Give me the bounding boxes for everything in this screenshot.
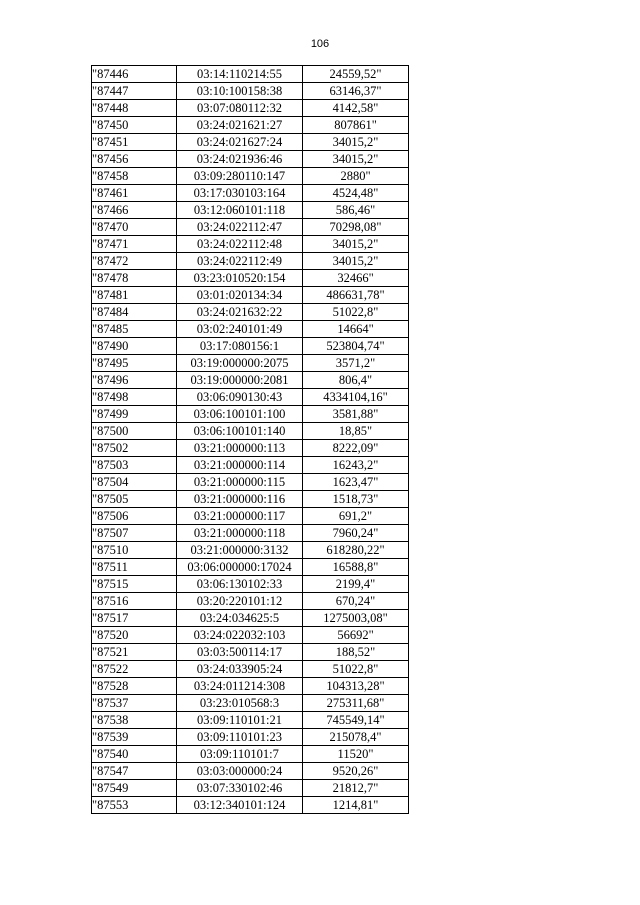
cadastral-number-cell: 03:06:100101:140	[177, 423, 303, 440]
table-row	[92, 423, 409, 440]
cadastral-number-cell: 03:21:000000:116	[177, 491, 303, 508]
table-row	[92, 219, 409, 236]
amount-cell: 618280,22"	[303, 542, 409, 559]
record-id-cell: "87471	[92, 236, 177, 253]
cadastral-number-cell: 03:17:030103:164	[177, 185, 303, 202]
amount-cell: 1275003,08"	[303, 610, 409, 627]
amount-cell: 3581,88"	[303, 406, 409, 423]
record-id-cell: "87458	[92, 168, 177, 185]
record-id-cell: "87549	[92, 780, 177, 797]
record-id-cell: "87498	[92, 389, 177, 406]
table-row	[92, 372, 409, 389]
table-row	[92, 168, 409, 185]
cadastral-number-cell: 03:09:110101:21	[177, 712, 303, 729]
table-row	[92, 491, 409, 508]
data-table	[91, 65, 409, 814]
amount-cell: 691,2"	[303, 508, 409, 525]
record-id-cell: "87484	[92, 304, 177, 321]
record-id-cell: "87511	[92, 559, 177, 576]
cadastral-number-cell: 03:24:034625:5	[177, 610, 303, 627]
amount-cell: 104313,28"	[303, 678, 409, 695]
table-row	[92, 406, 409, 423]
table-row	[92, 66, 409, 83]
record-id-cell: "87522	[92, 661, 177, 678]
table-row	[92, 797, 409, 814]
record-id-cell: "87478	[92, 270, 177, 287]
cadastral-number-cell: 03:03:000000:24	[177, 763, 303, 780]
amount-cell: 51022,8"	[303, 304, 409, 321]
table-row	[92, 117, 409, 134]
record-id-cell: "87502	[92, 440, 177, 457]
record-id-cell: "87456	[92, 151, 177, 168]
table-row	[92, 321, 409, 338]
cadastral-number-cell: 03:23:010568:3	[177, 695, 303, 712]
table-row	[92, 287, 409, 304]
table-row	[92, 355, 409, 372]
cadastral-number-cell: 03:19:000000:2081	[177, 372, 303, 389]
cadastral-number-cell: 03:12:060101:118	[177, 202, 303, 219]
record-id-cell: "87510	[92, 542, 177, 559]
cadastral-number-cell: 03:24:022032:103	[177, 627, 303, 644]
page-number: 106	[310, 38, 330, 50]
table-row	[92, 457, 409, 474]
table-row	[92, 644, 409, 661]
table-row	[92, 695, 409, 712]
cadastral-number-cell: 03:02:240101:49	[177, 321, 303, 338]
amount-cell: 486631,78"	[303, 287, 409, 304]
record-id-cell: "87520	[92, 627, 177, 644]
record-id-cell: "87446	[92, 66, 177, 83]
cadastral-number-cell: 03:24:022112:49	[177, 253, 303, 270]
record-id-cell: "87461	[92, 185, 177, 202]
amount-cell: 56692"	[303, 627, 409, 644]
amount-cell: 16588,8"	[303, 559, 409, 576]
cadastral-number-cell: 03:21:000000:118	[177, 525, 303, 542]
table-row	[92, 100, 409, 117]
record-id-cell: "87504	[92, 474, 177, 491]
record-id-cell: "87516	[92, 593, 177, 610]
cadastral-number-cell: 03:24:021936:46	[177, 151, 303, 168]
record-id-cell: "87496	[92, 372, 177, 389]
amount-cell: 14664"	[303, 321, 409, 338]
cadastral-number-cell: 03:06:100101:100	[177, 406, 303, 423]
table-row	[92, 576, 409, 593]
cadastral-number-cell: 03:06:000000:17024	[177, 559, 303, 576]
cadastral-number-cell: 03:24:021627:24	[177, 134, 303, 151]
cadastral-number-cell: 03:10:100158:38	[177, 83, 303, 100]
cadastral-number-cell: 03:21:000000:3132	[177, 542, 303, 559]
table-row	[92, 304, 409, 321]
record-id-cell: "87517	[92, 610, 177, 627]
cadastral-number-cell: 03:24:011214:308	[177, 678, 303, 695]
amount-cell: 4334104,16"	[303, 389, 409, 406]
amount-cell: 745549,14"	[303, 712, 409, 729]
table-row	[92, 712, 409, 729]
amount-cell: 34015,2"	[303, 134, 409, 151]
table-row	[92, 83, 409, 100]
amount-cell: 1623,47"	[303, 474, 409, 491]
record-id-cell: "87507	[92, 525, 177, 542]
amount-cell: 32466"	[303, 270, 409, 287]
record-id-cell: "87500	[92, 423, 177, 440]
cadastral-number-cell: 03:24:021632:22	[177, 304, 303, 321]
cadastral-number-cell: 03:17:080156:1	[177, 338, 303, 355]
record-id-cell: "87537	[92, 695, 177, 712]
record-id-cell: "87540	[92, 746, 177, 763]
amount-cell: 7960,24"	[303, 525, 409, 542]
record-id-cell: "87521	[92, 644, 177, 661]
cadastral-number-cell: 03:07:080112:32	[177, 100, 303, 117]
amount-cell: 9520,26"	[303, 763, 409, 780]
table-row	[92, 389, 409, 406]
amount-cell: 21812,7"	[303, 780, 409, 797]
table-row	[92, 236, 409, 253]
record-id-cell: "87539	[92, 729, 177, 746]
table-row	[92, 270, 409, 287]
table-row	[92, 542, 409, 559]
table-row	[92, 610, 409, 627]
record-id-cell: "87450	[92, 117, 177, 134]
amount-cell: 3571,2"	[303, 355, 409, 372]
cadastral-number-cell: 03:01:020134:34	[177, 287, 303, 304]
amount-cell: 24559,52"	[303, 66, 409, 83]
table-row	[92, 746, 409, 763]
amount-cell: 215078,4"	[303, 729, 409, 746]
record-id-cell: "87503	[92, 457, 177, 474]
record-id-cell: "87448	[92, 100, 177, 117]
cadastral-number-cell: 03:24:022112:47	[177, 219, 303, 236]
amount-cell: 16243,2"	[303, 457, 409, 474]
cadastral-number-cell: 03:24:033905:24	[177, 661, 303, 678]
cadastral-number-cell: 03:03:500114:17	[177, 644, 303, 661]
table-row	[92, 338, 409, 355]
record-id-cell: "87505	[92, 491, 177, 508]
table-row	[92, 763, 409, 780]
record-id-cell: "87447	[92, 83, 177, 100]
amount-cell: 586,46"	[303, 202, 409, 219]
table-row	[92, 202, 409, 219]
table-row	[92, 627, 409, 644]
cadastral-number-cell: 03:12:340101:124	[177, 797, 303, 814]
table-row	[92, 508, 409, 525]
table-row	[92, 780, 409, 797]
amount-cell: 70298,08"	[303, 219, 409, 236]
table-row	[92, 253, 409, 270]
amount-cell: 2880"	[303, 168, 409, 185]
table-row	[92, 525, 409, 542]
amount-cell: 188,52"	[303, 644, 409, 661]
cadastral-number-cell: 03:06:090130:43	[177, 389, 303, 406]
record-id-cell: "87499	[92, 406, 177, 423]
cadastral-number-cell: 03:14:110214:55	[177, 66, 303, 83]
table-row	[92, 440, 409, 457]
cadastral-number-cell: 03:09:110101:7	[177, 746, 303, 763]
cadastral-number-cell: 03:06:130102:33	[177, 576, 303, 593]
amount-cell: 18,85"	[303, 423, 409, 440]
record-id-cell: "87495	[92, 355, 177, 372]
record-id-cell: "87553	[92, 797, 177, 814]
cadastral-number-cell: 03:23:010520:154	[177, 270, 303, 287]
record-id-cell: "87515	[92, 576, 177, 593]
amount-cell: 11520"	[303, 746, 409, 763]
cadastral-number-cell: 03:21:000000:117	[177, 508, 303, 525]
record-id-cell: "87547	[92, 763, 177, 780]
record-id-cell: "87506	[92, 508, 177, 525]
cadastral-number-cell: 03:09:110101:23	[177, 729, 303, 746]
cadastral-number-cell: 03:21:000000:113	[177, 440, 303, 457]
amount-cell: 806,4"	[303, 372, 409, 389]
table-row	[92, 134, 409, 151]
cadastral-number-cell: 03:24:021621:27	[177, 117, 303, 134]
cadastral-number-cell: 03:09:280110:147	[177, 168, 303, 185]
table-body	[92, 66, 409, 814]
amount-cell: 8222,09"	[303, 440, 409, 457]
table-row	[92, 661, 409, 678]
record-id-cell: "87472	[92, 253, 177, 270]
amount-cell: 4142,58"	[303, 100, 409, 117]
amount-cell: 807861"	[303, 117, 409, 134]
amount-cell: 523804,74"	[303, 338, 409, 355]
record-id-cell: "87466	[92, 202, 177, 219]
amount-cell: 34015,2"	[303, 151, 409, 168]
amount-cell: 63146,37"	[303, 83, 409, 100]
cadastral-number-cell: 03:21:000000:115	[177, 474, 303, 491]
amount-cell: 1214,81"	[303, 797, 409, 814]
table-row	[92, 151, 409, 168]
record-id-cell: "87538	[92, 712, 177, 729]
amount-cell: 670,24"	[303, 593, 409, 610]
record-id-cell: "87485	[92, 321, 177, 338]
table-row	[92, 185, 409, 202]
amount-cell: 34015,2"	[303, 253, 409, 270]
amount-cell: 275311,68"	[303, 695, 409, 712]
cadastral-number-cell: 03:21:000000:114	[177, 457, 303, 474]
cadastral-number-cell: 03:24:022112:48	[177, 236, 303, 253]
amount-cell: 51022,8"	[303, 661, 409, 678]
record-id-cell: "87470	[92, 219, 177, 236]
table-row	[92, 729, 409, 746]
table-row	[92, 474, 409, 491]
cadastral-number-cell: 03:19:000000:2075	[177, 355, 303, 372]
cadastral-number-cell: 03:20:220101:12	[177, 593, 303, 610]
record-id-cell: "87451	[92, 134, 177, 151]
table-row	[92, 678, 409, 695]
table-row	[92, 559, 409, 576]
table-row	[92, 593, 409, 610]
amount-cell: 4524,48"	[303, 185, 409, 202]
amount-cell: 2199,4"	[303, 576, 409, 593]
record-id-cell: "87481	[92, 287, 177, 304]
amount-cell: 1518,73"	[303, 491, 409, 508]
cadastral-number-cell: 03:07:330102:46	[177, 780, 303, 797]
record-id-cell: "87490	[92, 338, 177, 355]
amount-cell: 34015,2"	[303, 236, 409, 253]
record-id-cell: "87528	[92, 678, 177, 695]
